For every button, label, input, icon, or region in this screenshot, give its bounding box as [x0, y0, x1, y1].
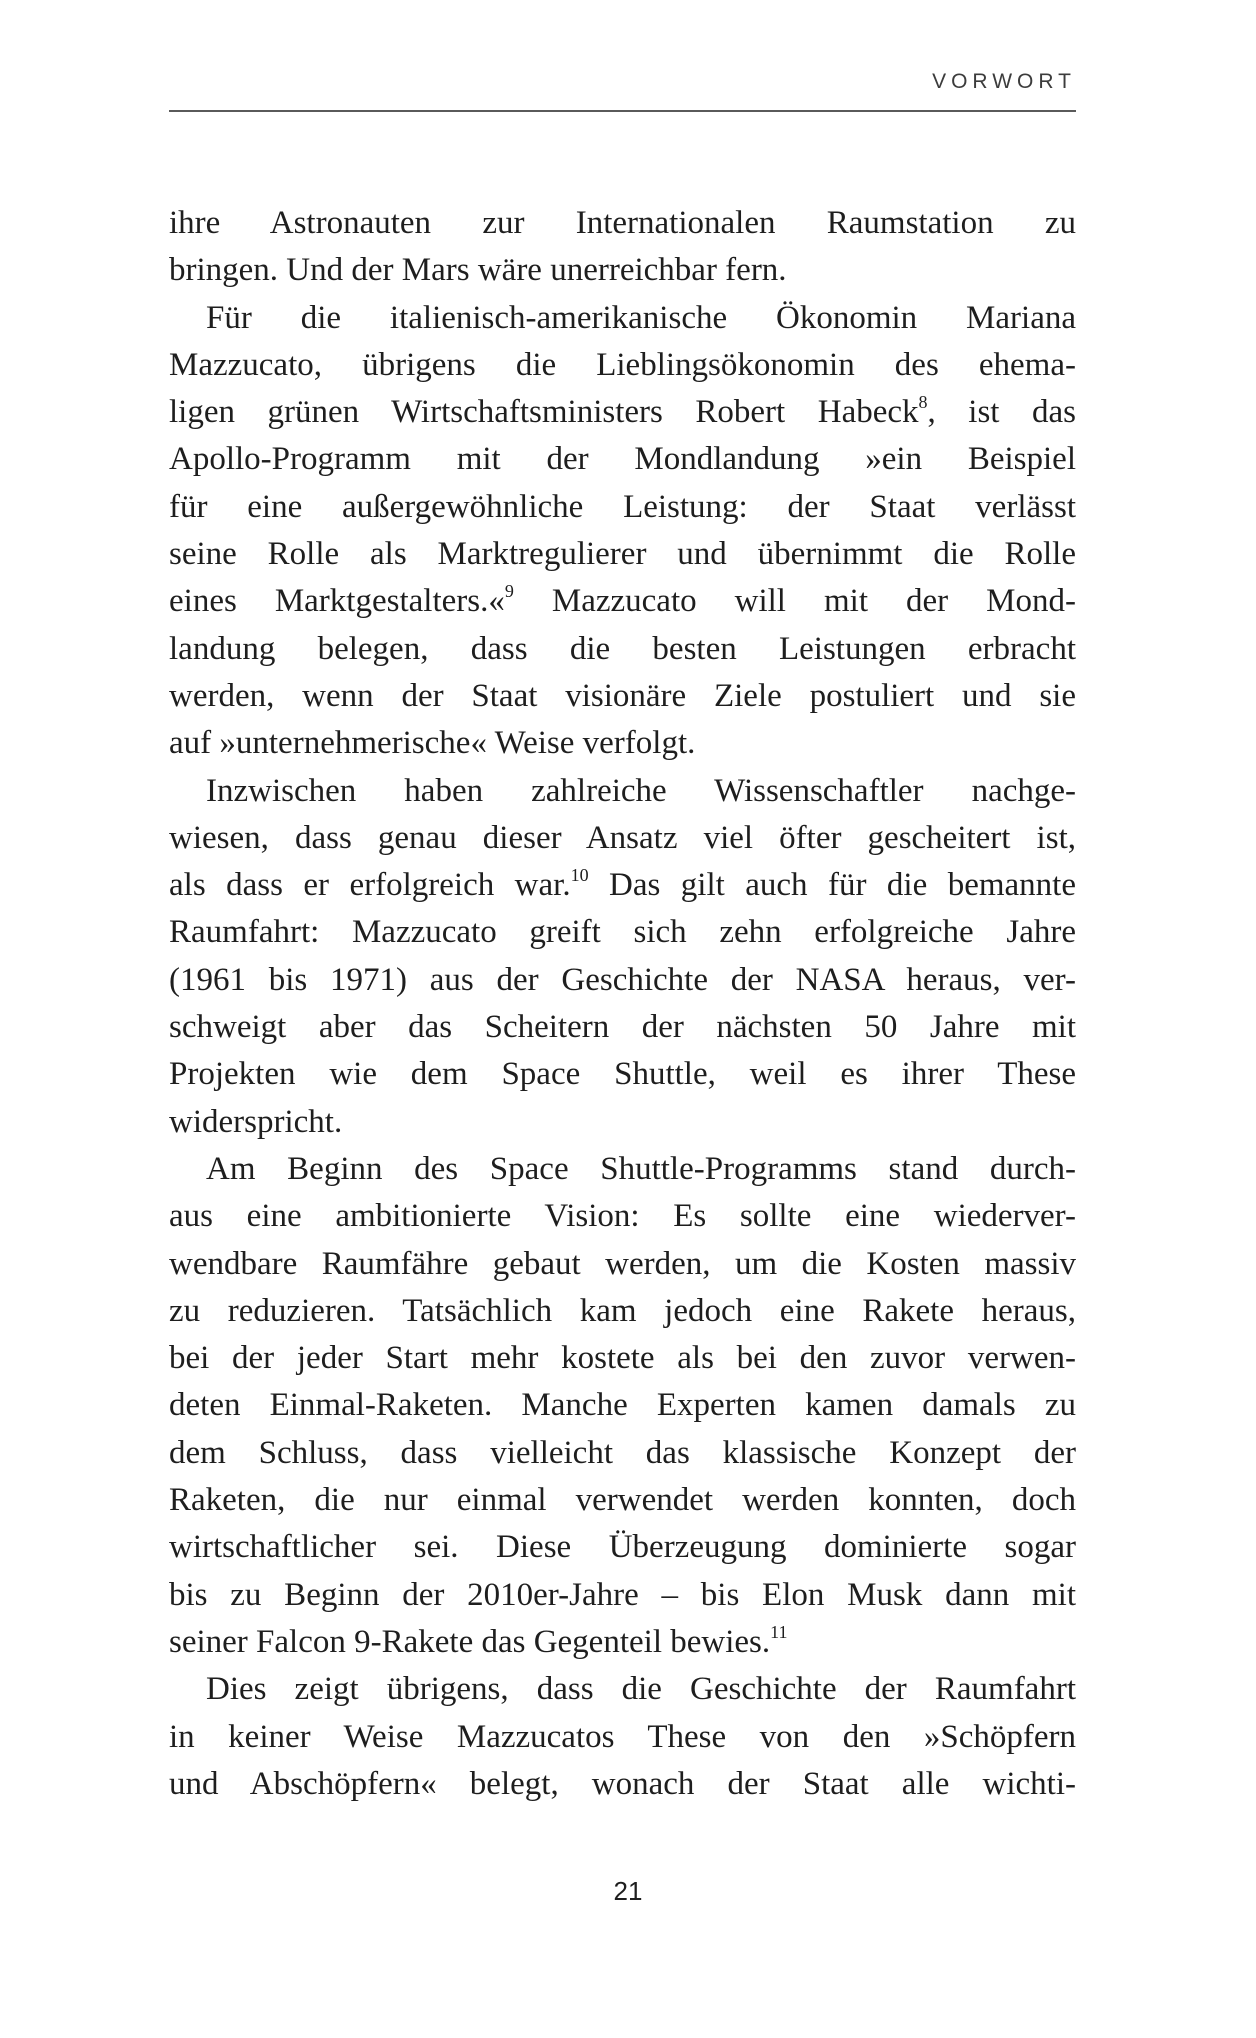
footnote-reference[interactable]: 11: [770, 1621, 788, 1642]
text-line: [169, 1241, 1076, 1288]
line-text: Raketen, die nur einmal verwendet werden konnten, doch: [169, 1482, 1076, 1519]
line-text: bringen. Und der Mars wäre unerreichbar fern.: [169, 252, 787, 289]
text-line: [169, 1619, 1076, 1666]
line-text-tail: , ist das: [927, 394, 1076, 431]
text-line: [169, 673, 1076, 720]
text-line: [169, 342, 1076, 389]
text-line: [169, 1524, 1076, 1571]
line-text: als dass er erfolgreich war.: [169, 867, 571, 904]
line-text: wiesen, dass genau dieser Ansatz viel öfter gescheitert ist,: [169, 819, 1076, 856]
line-text: bei der jeder Start mehr kostete als bei den zuvor verwen-: [169, 1340, 1076, 1377]
text-line: [169, 1193, 1076, 1240]
line-text: wirtschaftlicher sei. Diese Überzeugung dominierte sogar: [169, 1529, 1076, 1566]
text-line: [169, 389, 1076, 436]
line-text: dem Schluss, dass vielleicht das klassische Konzept der: [169, 1434, 1076, 1471]
text-line: [169, 1477, 1076, 1524]
line-text: ihre Astronauten zur Internationalen Raumstation zu: [169, 205, 1076, 241]
text-line: [169, 768, 1076, 815]
line-text: werden, wenn der Staat visionäre Ziele postuliert und sie: [169, 677, 1076, 714]
text-line: [169, 200, 1076, 247]
page-number: 21: [613, 1876, 643, 1906]
text-line: [169, 862, 1076, 909]
line-text: Mazzucato, übrigens die Lieblingsökonomin des ehema-: [169, 346, 1076, 383]
text-line: [169, 531, 1076, 578]
line-text: Raumfahrt: Mazzucato greift sich zehn erfolgreiche Jahre: [169, 914, 1076, 951]
body-text: [169, 200, 1076, 1808]
line-text: aus eine ambitionierte Vision: Es sollte eine wiederver-: [169, 1198, 1076, 1235]
text-line: [169, 626, 1076, 673]
text-line: [169, 1099, 1076, 1146]
text-line: [169, 1004, 1076, 1051]
line-text: für eine außergewöhnliche Leistung: der Staat verlässt: [169, 488, 1076, 525]
text-line: [169, 436, 1076, 483]
text-line: [169, 1335, 1076, 1382]
text-line: [169, 720, 1076, 767]
text-line: [169, 247, 1076, 294]
line-text: wendbare Raumfähre gebaut werden, um die Kosten massiv: [169, 1245, 1076, 1282]
line-text: bis zu Beginn der 2010er-Jahre – bis Elon Musk dann mit: [169, 1576, 1076, 1613]
text-line: [169, 909, 1076, 956]
line-text: widerspricht.: [169, 1103, 343, 1140]
running-head-title: VORWORT: [932, 70, 1076, 93]
line-text: (1961 bis 1971) aus der Geschichte der NASA heraus, ver-: [169, 961, 1076, 998]
line-text: seiner Falcon 9-Rakete das Gegenteil bewies.: [169, 1623, 771, 1660]
line-text: auf »unternehmerische« Weise verfolgt.: [169, 725, 696, 762]
text-line: [169, 1288, 1076, 1335]
text-line: [169, 1666, 1076, 1713]
line-text: Dies zeigt übrigens, dass die Geschichte der Raumfahrt: [206, 1671, 1076, 1708]
text-line: [169, 1382, 1076, 1429]
text-line: [169, 1572, 1076, 1619]
line-text: landung belegen, dass die besten Leistungen erbracht: [169, 630, 1076, 667]
text-line: [169, 1430, 1076, 1477]
text-line: [169, 1714, 1076, 1761]
line-text: Für die italienisch-amerikanische Ökonomin Mariana: [206, 299, 1076, 336]
line-text: eines Marktgestalters.«: [169, 583, 505, 620]
text-line: [169, 1051, 1076, 1098]
line-text: schweigt aber das Scheitern der nächsten 50 Jahre mit: [169, 1009, 1076, 1046]
footnote-reference[interactable]: 10: [570, 865, 589, 886]
line-text: seine Rolle als Marktregulierer und übernimmt die Rolle: [169, 536, 1076, 573]
text-line: [169, 484, 1076, 531]
line-text: ligen grünen Wirtschaftsministers Robert Habeck: [169, 394, 919, 431]
line-text-tail: Das gilt auch für die bemannte: [588, 867, 1076, 904]
footnote-reference[interactable]: 8: [918, 392, 928, 413]
line-text: Apollo-Programm mit der Mondlandung »ein Beispiel: [169, 441, 1076, 478]
line-text: Inzwischen haben zahlreiche Wissenschaftler nachge-: [206, 772, 1076, 809]
footnote-reference[interactable]: 9: [504, 581, 514, 602]
line-text: und Abschöpfern« belegt, wonach der Staat alle wichti-: [169, 1765, 1076, 1802]
line-text: Projekten wie dem Space Shuttle, weil es ihrer These: [169, 1056, 1076, 1093]
text-line: [169, 957, 1076, 1004]
text-line: [169, 295, 1076, 342]
line-text: Am Beginn des Space Shuttle-Programms stand durch-: [206, 1150, 1076, 1187]
header-rule: [169, 110, 1076, 112]
line-text: zu reduzieren. Tatsächlich kam jedoch eine Rakete heraus,: [169, 1292, 1076, 1329]
line-text-tail: Mazzucato will mit der Mond-: [513, 583, 1076, 620]
text-line: [169, 1146, 1076, 1193]
line-text: in keiner Weise Mazzucatos These von den »Schöpfern: [169, 1718, 1076, 1755]
text-line: [169, 815, 1076, 862]
text-line: [169, 578, 1076, 625]
text-line: [169, 1761, 1076, 1808]
line-text: deten Einmal-Raketen. Manche Experten kamen damals zu: [169, 1387, 1076, 1424]
